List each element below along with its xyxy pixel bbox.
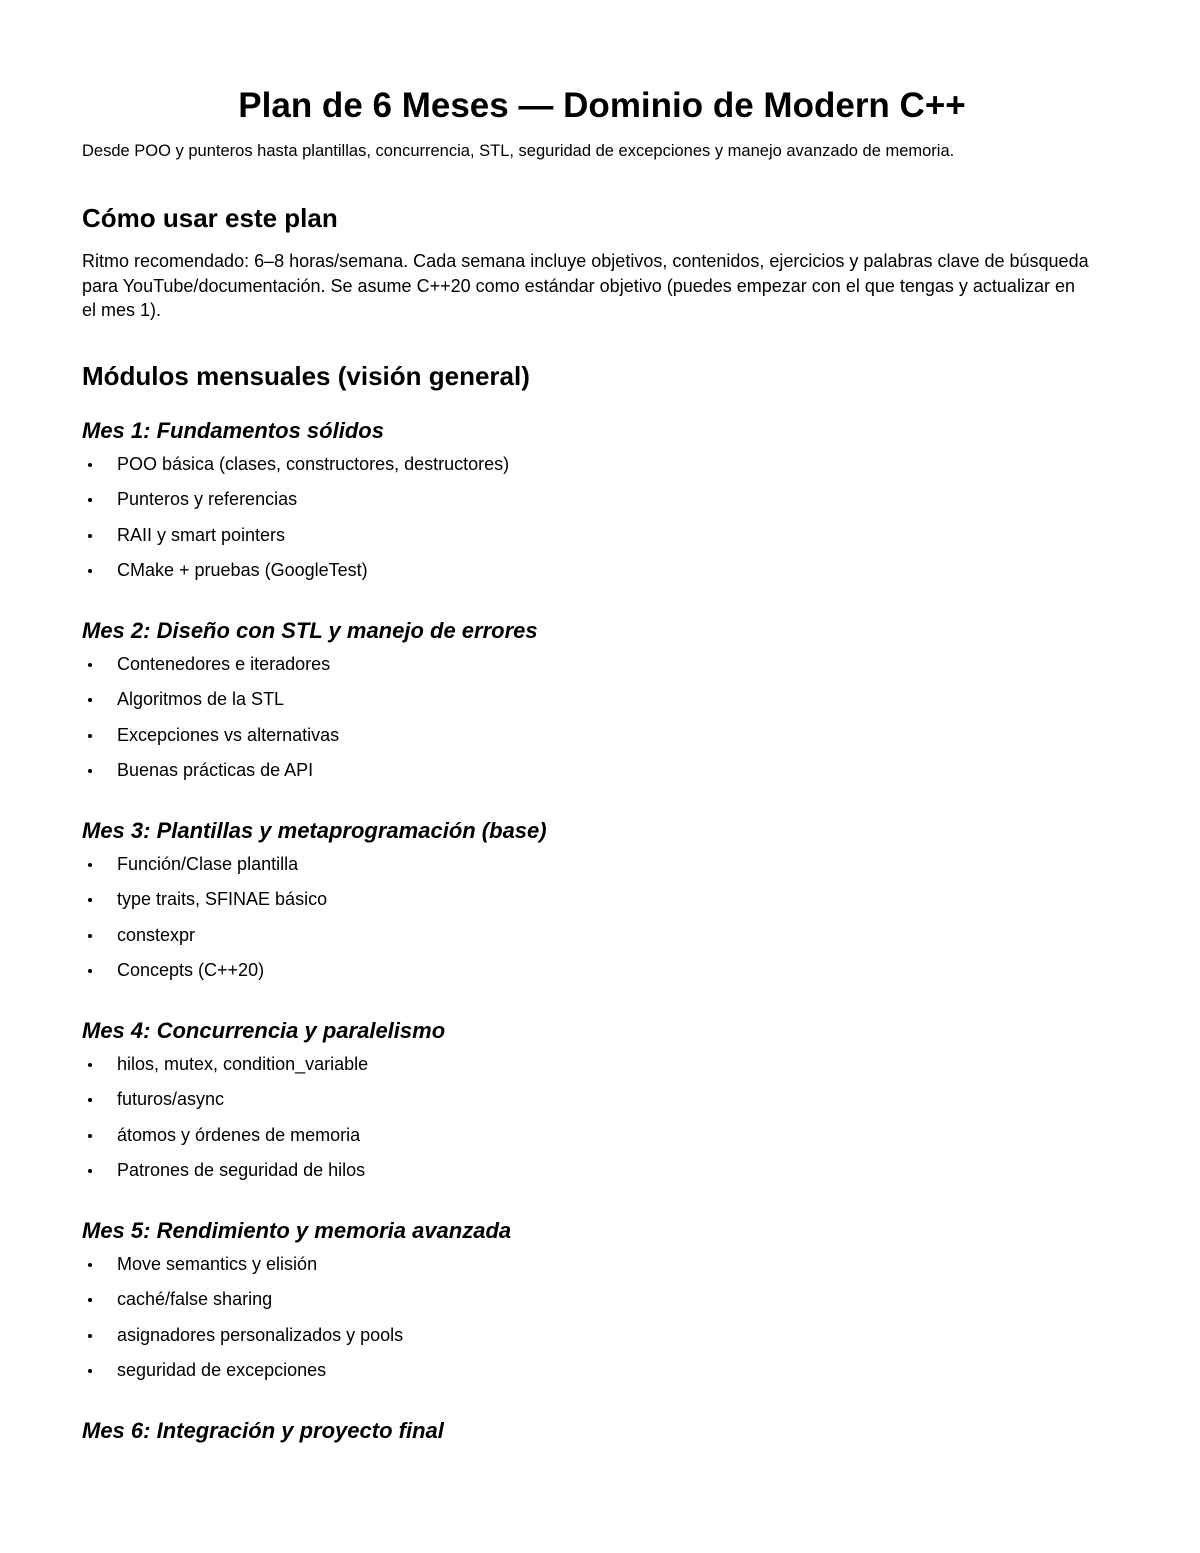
month-1-section: [82, 417, 1122, 590]
list-item: [82, 720, 1122, 755]
list-item: [82, 955, 1122, 990]
list-item-text: hilos, mutex, condition_variable: [117, 1054, 369, 1074]
month-5-list: [82, 1249, 1122, 1390]
list-item: [82, 1084, 1122, 1119]
month-5-title: Mes 5: Rendimiento y memoria avanzada: [82, 1218, 512, 1243]
month-2-title: Mes 2: Diseño con STL y manejo de errores: [82, 618, 538, 643]
list-item: [82, 1155, 1122, 1190]
list-item-text: Move semantics y elisión: [117, 1254, 318, 1274]
list-item: [82, 484, 1122, 519]
bullet-icon: [88, 1334, 92, 1338]
list-item-text: CMake + pruebas (GoogleTest): [117, 559, 368, 580]
month-2-list: [82, 649, 1122, 790]
bullet-icon: [88, 734, 92, 738]
list-item: [82, 649, 1122, 684]
document-title: Plan de 6 Meses — Dominio de Modern C++: [238, 86, 966, 125]
bullet-icon: [88, 969, 92, 973]
month-6-section: [82, 1417, 1122, 1445]
bullet-icon: [88, 534, 92, 538]
list-item-text: type traits, SFINAE básico: [117, 889, 328, 910]
list-item-text: átomos y órdenes de memoria: [117, 1124, 361, 1145]
list-item-text: Concepts (C++20): [117, 959, 265, 980]
list-item: [82, 755, 1122, 790]
list-item: [82, 920, 1122, 955]
bullet-icon: [88, 1134, 92, 1138]
list-item-text: seguridad de excepciones: [117, 1359, 327, 1380]
list-item-text: Algoritmos de la STL: [117, 689, 285, 710]
list-item-text: Contenedores e iteradores: [117, 654, 331, 674]
bullet-icon: [88, 1098, 92, 1102]
list-item-text: Excepciones vs alternativas: [117, 724, 340, 745]
bullet-icon: [88, 569, 92, 573]
list-item: [82, 520, 1122, 555]
bullet-icon: [88, 1063, 92, 1067]
month-3-title: Mes 3: Plantillas y metaprogramación (base): [82, 818, 547, 843]
list-item-text: Buenas prácticas de API: [117, 759, 314, 780]
list-item: [82, 884, 1122, 919]
list-item: [82, 449, 1122, 484]
list-item: [82, 1320, 1122, 1355]
bullet-icon: [88, 1169, 92, 1173]
bullet-icon: [88, 934, 92, 938]
bullet-icon: [88, 898, 92, 902]
list-item: [82, 1120, 1122, 1155]
list-item-text: Punteros y referencias: [117, 489, 298, 510]
list-item: [82, 1355, 1122, 1390]
month-6-title: Mes 6: Integración y proyecto final: [82, 1418, 444, 1443]
list-item-text: Función/Clase plantilla: [117, 854, 299, 874]
list-item-text: POO básica (clases, constructores, destructores): [117, 454, 510, 474]
bullet-icon: [88, 663, 92, 667]
month-4-title: Mes 4: Concurrencia y paralelismo: [82, 1018, 446, 1043]
document-subtitle: Desde POO y punteros hasta plantillas, concurrencia, STL, seguridad de excepciones y manejo avanzado de memoria.: [82, 142, 955, 160]
bullet-icon: [88, 698, 92, 702]
month-2-section: [82, 617, 1122, 790]
list-item-text: RAII y smart pointers: [117, 524, 286, 545]
bullet-icon: [88, 1369, 92, 1373]
month-1-list: [82, 449, 1122, 590]
how-to-heading: Cómo usar este plan: [82, 203, 338, 233]
bullet-icon: [88, 769, 92, 773]
month-5-section: [82, 1217, 1122, 1390]
list-item-text: futuros/async: [117, 1089, 225, 1110]
month-3-list: [82, 849, 1122, 990]
list-item: [82, 684, 1122, 719]
list-item: [82, 1249, 1122, 1284]
month-3-section: [82, 817, 1122, 990]
list-item: [82, 1049, 1122, 1084]
list-item-text: constexpr: [117, 924, 196, 945]
list-item: [82, 1284, 1122, 1319]
list-item-text: caché/false sharing: [117, 1289, 273, 1310]
bullet-icon: [88, 1263, 92, 1267]
bullet-icon: [88, 463, 92, 467]
list-item: [82, 555, 1122, 590]
list-item-text: asignadores personalizados y pools: [117, 1324, 404, 1345]
modules-heading: Módulos mensuales (visión general): [82, 361, 530, 391]
bullet-icon: [88, 498, 92, 502]
month-4-section: [82, 1017, 1122, 1190]
how-to-paragraph: Ritmo recomendado: 6–8 horas/semana. Cada semana incluye objetivos, contenidos, ejercicios y palabras clave de búsqueda para YouTube/documentación. Se asume C++20 como estándar objetivo (puedes empezar con el que tengas y actualizar en el mes 1).: [82, 251, 1089, 320]
list-item-text: Patrones de seguridad de hilos: [117, 1159, 366, 1180]
month-4-list: [82, 1049, 1122, 1190]
month-1-title: Mes 1: Fundamentos sólidos: [82, 418, 384, 443]
bullet-icon: [88, 863, 92, 867]
bullet-icon: [88, 1298, 92, 1302]
list-item: [82, 849, 1122, 884]
